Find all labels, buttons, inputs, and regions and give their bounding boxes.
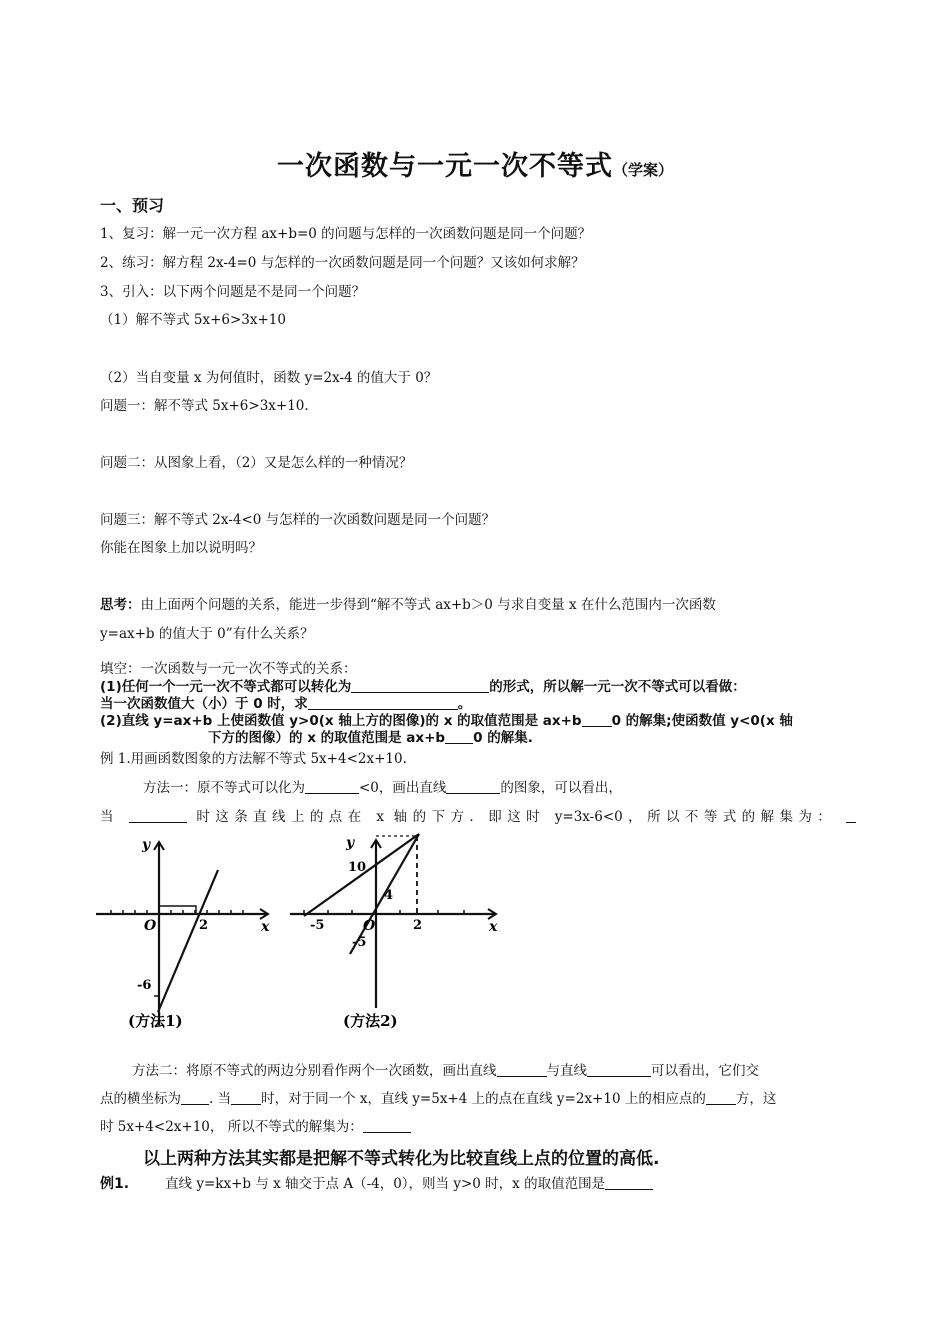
method2-c: 可以看出，它们交 xyxy=(651,1063,759,1079)
fill-blank[interactable] xyxy=(587,1062,651,1077)
x-tick-label: -5 xyxy=(310,918,325,933)
fill-blank[interactable] xyxy=(181,1090,209,1105)
preview-q1: 1、复习：解一元一次方程 ax+b=0 的问题与怎样的一次函数问题是同一个问题？ xyxy=(100,226,592,242)
graph-caption: (方法2) xyxy=(343,1012,398,1030)
fill-rule-1-a: (1)任何一个一元一次不等式都可以转化为 xyxy=(100,679,352,695)
fill-blank[interactable] xyxy=(305,779,359,794)
think-text-1: 由上面两个问题的关系，能进一步得到“解不等式 ax+b＞0 与求自变量 x 在什么范围内一次函数 xyxy=(140,597,716,613)
fill-blank[interactable] xyxy=(129,808,187,823)
fill-blank[interactable] xyxy=(706,1090,736,1105)
method2-d: 点的横坐标为 xyxy=(100,1091,181,1107)
method2-line1 xyxy=(132,1059,759,1079)
preview-q3a: （1）解不等式 5x+6>3x+10 xyxy=(100,312,286,328)
fill-blank[interactable] xyxy=(308,695,458,710)
fill-intro: 填空：一次函数与一元一次不等式的关系： xyxy=(100,661,357,677)
x-tick-label: 2 xyxy=(199,918,209,933)
example-title: 例 1.用画函数图象的方法解不等式 5x+4<2x+10. xyxy=(100,751,407,767)
fill-blank[interactable] xyxy=(582,712,612,727)
fill-blank[interactable] xyxy=(605,1175,653,1190)
method1-d: 时这条直线上的点在 x 轴的下方．即这时 y=3x-6<0，所以不等式的解集为： xyxy=(196,809,837,825)
fill-rule-2-b: 0 的解集;使函数值 y<0(x 轴 xyxy=(611,713,793,729)
fill-rule-2-d: 0 的解集. xyxy=(473,730,533,746)
y-tick-label: 10 xyxy=(348,860,367,875)
method2-b: 与直线 xyxy=(546,1063,587,1079)
fill-blank[interactable] xyxy=(497,1062,547,1077)
title-sub: （学案） xyxy=(612,161,673,179)
x-axis-label: x xyxy=(261,919,270,935)
think-line-1 xyxy=(100,593,716,613)
method1-b: <0，画出直线 xyxy=(359,780,447,796)
fill-rule-2-cont xyxy=(208,726,533,746)
line-y-2x-10 xyxy=(304,834,419,916)
method2-line3 xyxy=(100,1115,411,1135)
preview-q3b: （2）当自变量 x 为何值时，函数 y=2x-4 的值大于 0？ xyxy=(100,370,438,386)
fill-rule-2-a: (2)直线 y=ax+b 上使函数值 y>0(x 轴上方的图像)的 x 的取值范围是 ax+b xyxy=(100,713,582,729)
fill-blank[interactable] xyxy=(363,1118,411,1133)
method1-c: 的图象，可以看出， xyxy=(500,780,622,796)
method2-h: 时 5x+4<2x+10， 所以不等式的解集为： xyxy=(100,1119,363,1135)
dashed-guide xyxy=(159,906,196,914)
method2-g: 方，这 xyxy=(735,1091,777,1107)
graph-method-1 xyxy=(96,830,286,1030)
method2-line2 xyxy=(100,1087,776,1107)
graph-method-2 xyxy=(288,826,508,1030)
summary-statement: 以上两种方法其实都是把解不等式转化为比较直线上点的位置的高低. xyxy=(143,1149,660,1169)
preview-q3: 3、引入：以下两个问题是不是同一个问题？ xyxy=(100,284,366,300)
problem-3: 问题三：解不等式 2x-4<0 与怎样的一次函数问题是同一个问题？ xyxy=(100,512,496,528)
y-tick-label: -5 xyxy=(352,935,367,950)
fill-blank[interactable] xyxy=(445,729,473,744)
example-1-label: 例1. xyxy=(100,1176,130,1192)
fill-blank[interactable] xyxy=(231,1090,261,1105)
think-label: 思考： xyxy=(100,597,141,613)
fill-rule-1-b: 的形式，所以解一元一次不等式可以看做： xyxy=(489,679,746,695)
fill-rule-1-c: 当一次函数值大（小）于 0 时，求 xyxy=(100,696,308,712)
origin-label: O xyxy=(363,918,376,934)
problem-3-followup: 你能在图象上加以说明吗？ xyxy=(100,540,262,556)
fill-rule-2-c: 下方的图像）的 x 的取值范围是 ax+b xyxy=(208,730,446,746)
example-1-text: 直线 y=kx+b 与 x 轴交于点 A（-4，0），则当 y>0 时，x 的取值范围是 xyxy=(165,1176,606,1192)
y-axis-label: y xyxy=(346,835,355,851)
graph-caption: (方法1) xyxy=(128,1012,183,1030)
origin-label: O xyxy=(144,918,157,934)
title-main: 一次函数与一元一次不等式 xyxy=(276,151,613,182)
x-tick-label: 2 xyxy=(413,918,423,933)
page-title xyxy=(0,144,950,183)
method1-when: 当 xyxy=(100,809,119,825)
y-axis-label: y xyxy=(142,837,151,853)
think-line-2: y=ax+b 的值大于 0”有什么关系？ xyxy=(100,626,314,642)
example-1-line xyxy=(100,1172,653,1193)
y-tick-label: 4 xyxy=(384,888,394,903)
fill-blank[interactable] xyxy=(351,678,489,693)
method2-e: . 当 xyxy=(209,1091,232,1107)
fill-blank[interactable] xyxy=(846,808,856,823)
method1-a: 方法一：原不等式可以化为 xyxy=(143,780,305,796)
fill-blank[interactable] xyxy=(446,779,500,794)
y-tick-label: -6 xyxy=(137,978,152,993)
method1-line2 xyxy=(100,805,856,825)
section-heading: 一、预习 xyxy=(100,196,165,215)
method1-line1 xyxy=(143,776,622,796)
x-axis-label: x xyxy=(489,919,498,935)
line-y-3x-6 xyxy=(158,870,218,1012)
method2-a: 方法二：将原不等式的两边分别看作两个一次函数，画出直线 xyxy=(132,1063,497,1079)
fill-rule-1-d: 。 xyxy=(457,696,472,712)
problem-2: 问题二：从图象上看，（2）又是怎么样的一种情况？ xyxy=(100,455,413,471)
problem-1: 问题一：解不等式 5x+6>3x+10. xyxy=(100,398,309,414)
method2-f: 时，对于同一个 x，直线 y=5x+4 上的点在直线 y=2x+10 上的相应点的 xyxy=(261,1091,706,1107)
preview-q2: 2、练习：解方程 2x-4=0 与怎样的一次函数问题是同一个问题？又该如何求解？ xyxy=(100,255,585,271)
